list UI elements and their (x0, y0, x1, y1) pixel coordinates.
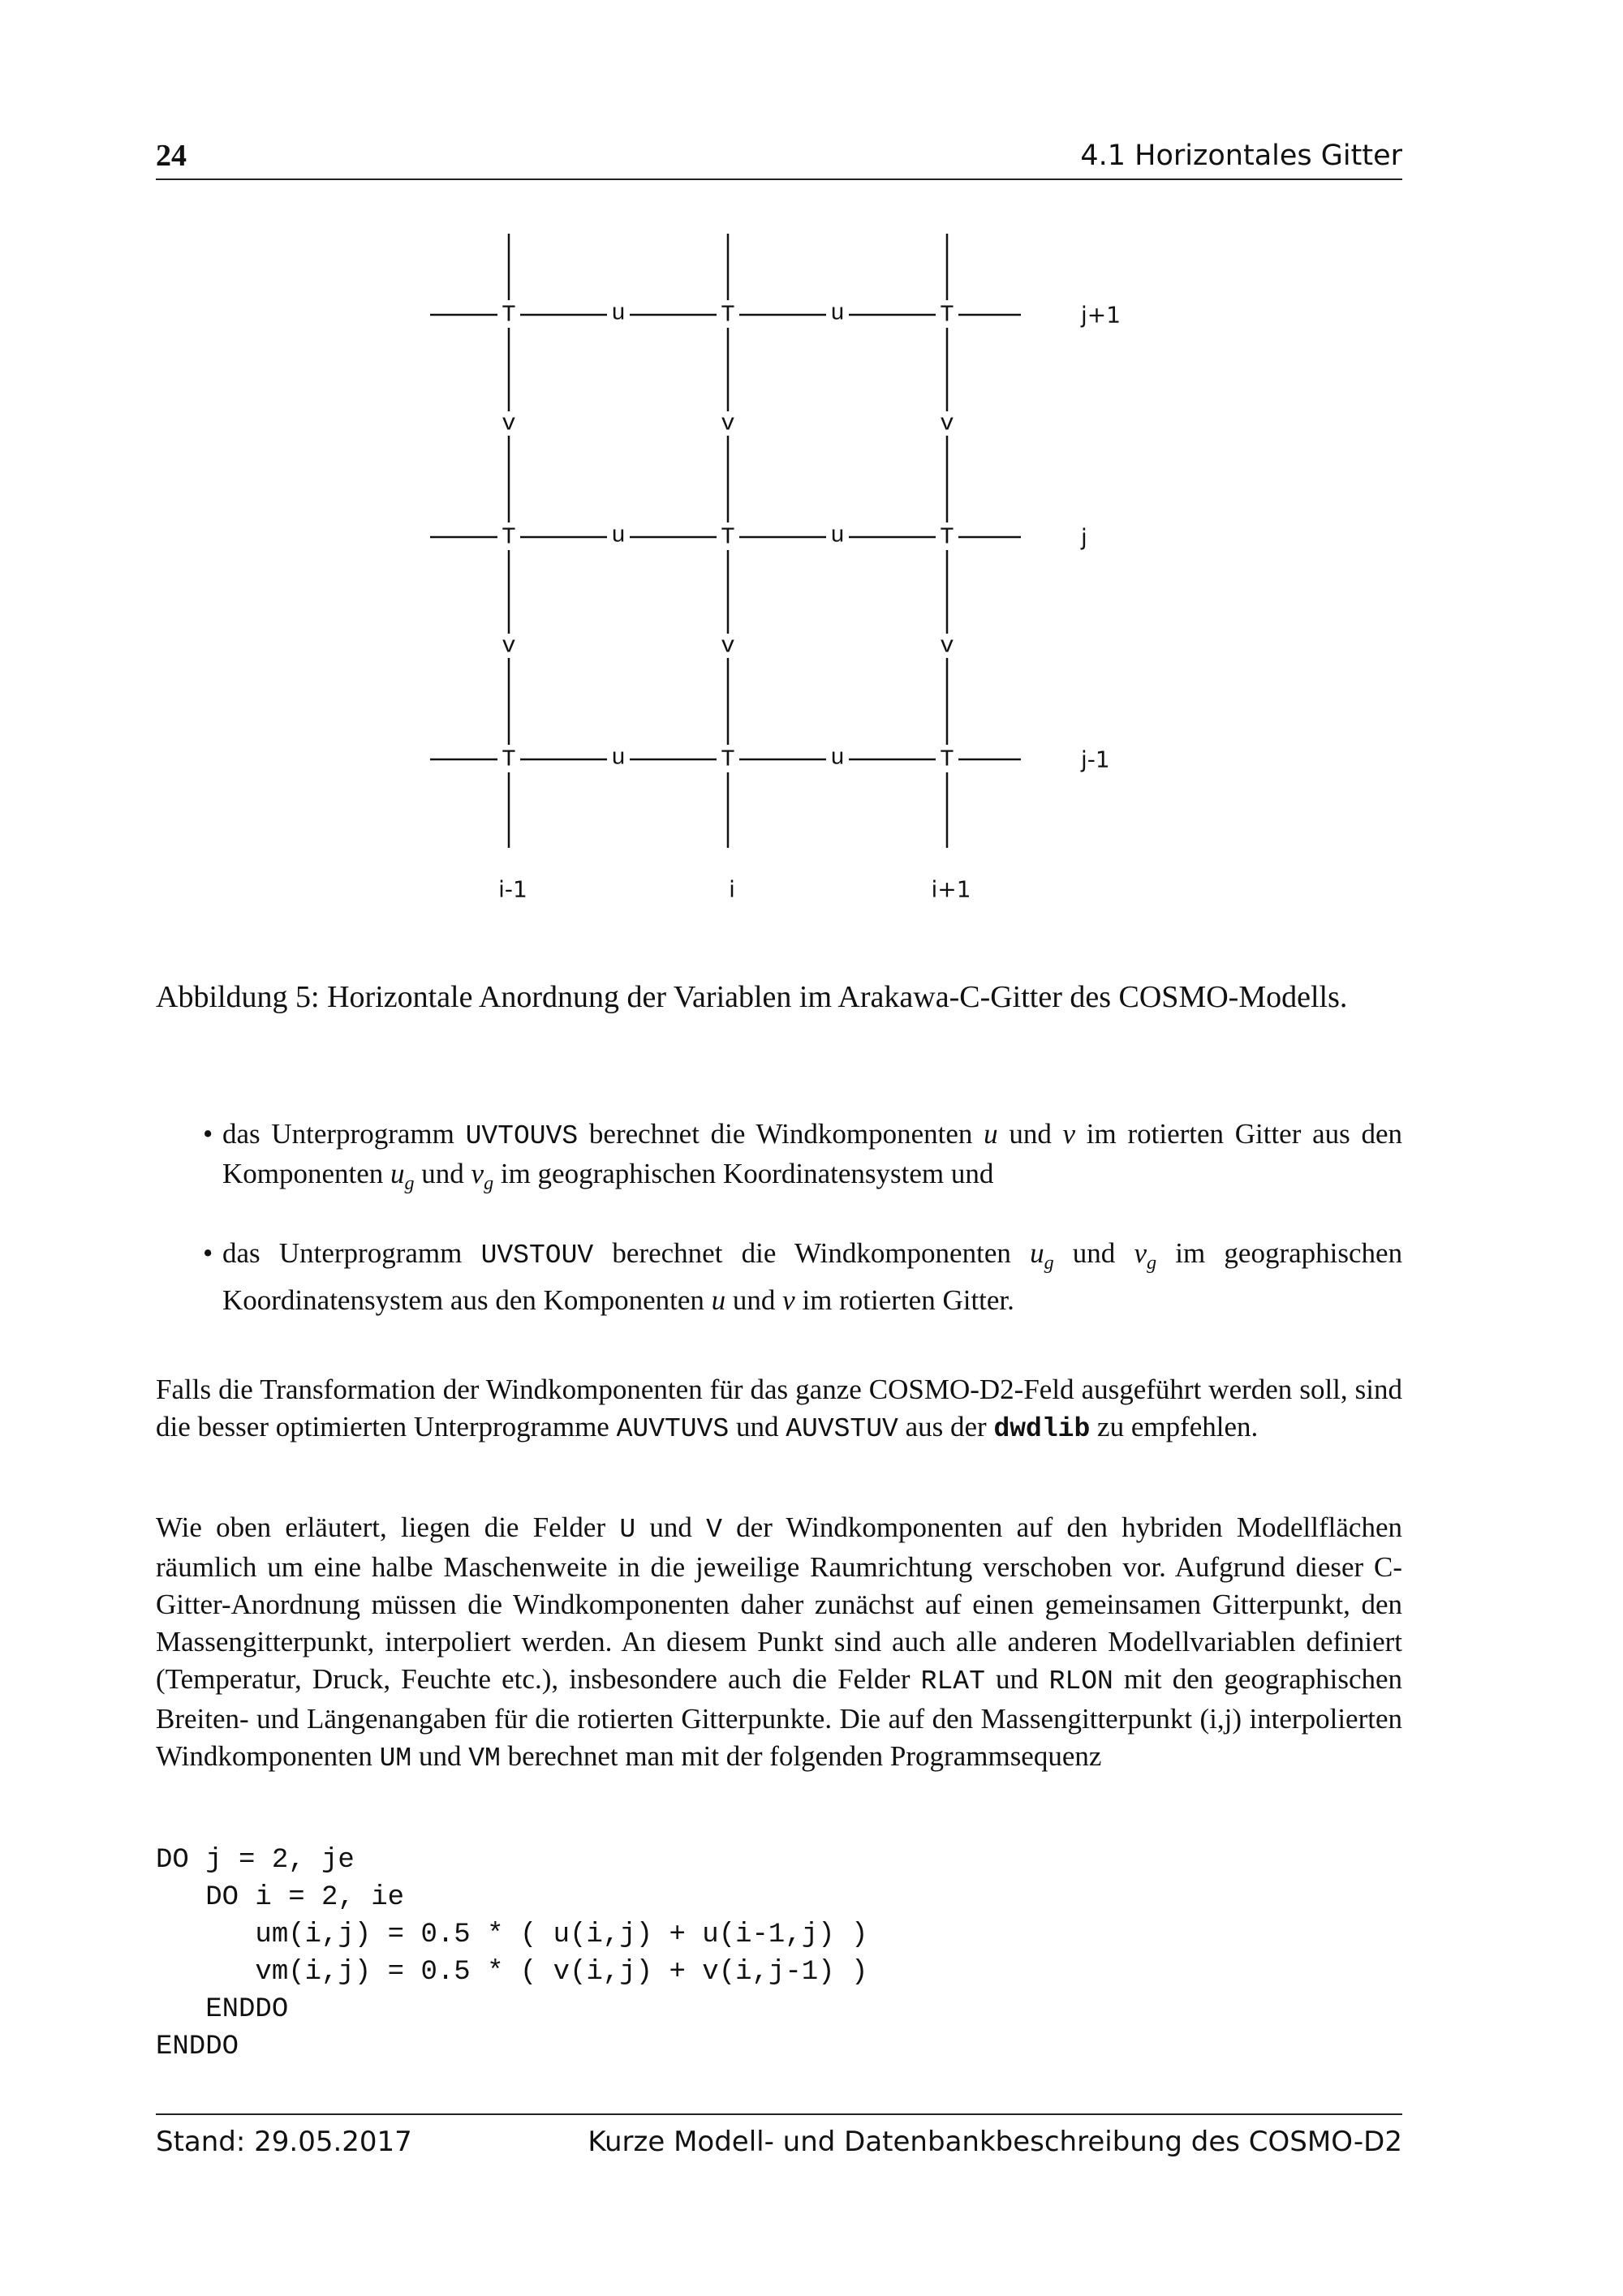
figure-caption: Abbildung 5: Horizontale Anordnung der Variablen im Arakawa-C-Gitter des COSMO-Modells. (156, 980, 1348, 1014)
code-identifier: dwdlib (993, 1414, 1091, 1444)
grid-label-v: v (502, 632, 516, 660)
grid-label-t: T (940, 301, 954, 329)
grid-label-v: v (721, 410, 735, 437)
row-label: j+1 (1081, 301, 1121, 329)
paragraph-interpolation: Wie oben erläutert, liegen die Felder U und V der Windkomponenten auf den hybriden Modellflächen räumlich um eine halbe Maschenweite in die jeweilige Raumrichtung verschoben vor. Aufgrund dieser C-Gitter-Anordnung müssen die Windkomponenten daher zunächst auf einen gemeinsamen Gitterpunkt, den Massengitterpunkt, interpoliert werden. An diesem Punkt sind auch alle anderen Modellvariablen definiert (Temperatur, Druck, Feuchte etc.), insbesondere auch die Felder RLAT und RLON mit den geographischen Breiten- und Längenangaben für die rotierten Gitterpunkte. Die auf den Massengitterpunkt (i,j) interpolierten Windkomponenten UM und VM berechnet man mit der folgenden Programmsequenz (156, 1511, 1403, 1774)
grid-diagram (390, 219, 1201, 917)
code-identifier: VM (468, 1743, 501, 1774)
header-rule (156, 178, 1402, 180)
code-identifier: AUVTUVS (616, 1414, 730, 1444)
grid-label-t: T (502, 523, 516, 551)
grid-label-t: T (940, 746, 954, 773)
grid-label-v: v (940, 410, 954, 437)
row-label: j-1 (1081, 746, 1110, 773)
list-item: • das Unterprogramm UVSTOUV berechnet die Windkomponenten $u_g$ und $v_g$ im geographischen Koordinatensystem aus den Komponenten u und v im rotierten Gitter. (156, 1235, 1402, 1319)
grid-label-u: u (830, 744, 845, 772)
grid-label-t: T (502, 301, 516, 329)
footer-title: Kurze Modell- und Datenbankbeschreibung des COSMO-D2 (588, 2126, 1402, 2158)
list-item: • das Unterprogramm UVTOUVS berechnet die Windkomponenten u und v im rotierten Gitter aus den Komponenten $u_g$ und $v_g$ im geographischen Koordinatensystem und (156, 1116, 1402, 1202)
grid-label-v: v (502, 410, 516, 437)
column-label: i+1 (931, 875, 971, 903)
grid-label-v: v (940, 632, 954, 660)
code-identifier: UVTOUVS (465, 1121, 579, 1151)
grid-label-t: T (721, 301, 735, 329)
row-label: j (1081, 523, 1087, 551)
grid-label-u: u (611, 299, 626, 327)
code-identifier: V (706, 1515, 722, 1545)
bullet-list (156, 1116, 1402, 1352)
code-identifier: RLON (1048, 1666, 1113, 1696)
section-title: 4.1 Horizontales Gitter (1080, 140, 1402, 172)
arakawa-c-grid-figure (390, 219, 1201, 917)
code-identifier: U (619, 1515, 636, 1545)
code-identifier: AUVSTUV (786, 1414, 898, 1444)
code-identifier: UVSTOUV (480, 1240, 594, 1271)
paragraph-transformation: Falls die Transformation der Windkomponenten für das ganze COSMO-D2-Feld ausgeführt werden soll, sind die besser optimierten Unterprogramme AUVTUVS und AUVSTUV aus der dwdlib zu empfehlen. (156, 1374, 1402, 1444)
grid-label-u: u (611, 744, 626, 772)
footer-date: Stand: 29.05.2017 (156, 2126, 412, 2158)
column-label: i-1 (498, 875, 527, 903)
grid-label-v: v (721, 632, 735, 660)
footer-rule (156, 2113, 1402, 2115)
grid-label-u: u (611, 522, 626, 549)
grid-label-t: T (502, 746, 516, 773)
grid-label-t: T (940, 523, 954, 551)
grid-label-u: u (830, 522, 845, 549)
grid-label-t: T (721, 523, 735, 551)
code-identifier: RLAT (920, 1666, 985, 1696)
code-identifier: UM (379, 1743, 412, 1774)
code-block: DO j = 2, je DO i = 2, ie um(i,j) = 0.5 * ( u(i,j) + u(i-1,j) ) vm(i,j) = 0.5 * ( v(i,j) + v(i,j-1) ) ENDDO ENDDO (156, 1845, 868, 2062)
column-label: i (729, 875, 735, 903)
grid-label-u: u (830, 299, 845, 327)
page-number: 24 (156, 139, 187, 173)
grid-label-t: T (721, 746, 735, 773)
